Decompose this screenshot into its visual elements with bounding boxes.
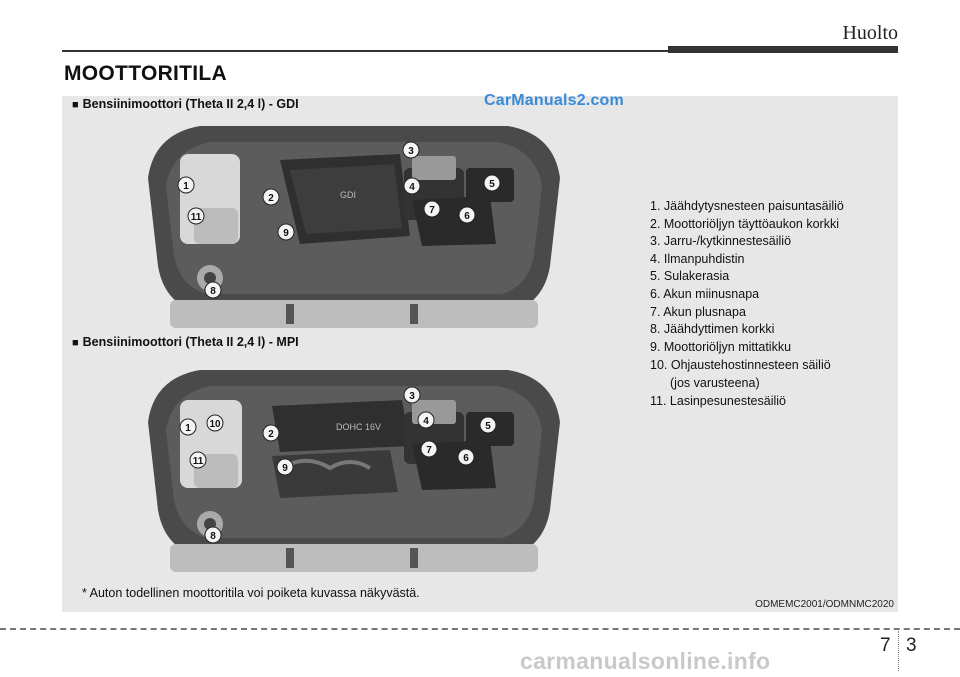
svg-text:5: 5	[485, 421, 491, 432]
watermark-link[interactable]: CarManuals2.com	[484, 92, 624, 109]
section-title: Huolto	[842, 22, 898, 44]
engine-bay-illustration-gdi	[140, 116, 568, 336]
page-heading: MOOTTORITILA	[64, 62, 228, 85]
footer-rule	[0, 628, 960, 630]
callout-6	[459, 207, 475, 223]
svg-text:7: 7	[426, 445, 432, 456]
callout-2	[263, 189, 279, 205]
chapter-number: 7	[880, 635, 891, 656]
callout-10	[207, 415, 223, 431]
caption-marker: ■	[72, 337, 79, 349]
callout-11	[190, 452, 206, 468]
svg-text:10: 10	[209, 419, 221, 430]
legend-item: 5. Sulakerasia	[650, 269, 730, 284]
svg-text:8: 8	[210, 286, 216, 297]
legend-item	[650, 357, 844, 392]
header-rule-thick	[668, 46, 898, 53]
callout-3	[403, 142, 419, 158]
legend-item: 1. Jäähdytysnesteen paisuntasäiliö	[650, 199, 844, 213]
callout-11	[188, 208, 204, 224]
legend-item: 8. Jäähdyttimen korkki	[650, 322, 775, 337]
callout-7	[421, 441, 437, 457]
caption-mpi	[72, 335, 299, 349]
legend-item: 11. Lasinpesunestesäiliö	[650, 393, 786, 408]
callout-1	[178, 177, 194, 193]
svg-text:1: 1	[183, 181, 189, 192]
callout-7	[424, 201, 440, 217]
engine-label-mpi: DOHC 16V	[336, 422, 382, 432]
legend-list	[650, 198, 844, 410]
callout-8	[205, 527, 221, 543]
callout-4	[418, 412, 434, 428]
svg-text:11: 11	[192, 456, 204, 467]
svg-text:3: 3	[409, 391, 415, 402]
legend-item: 7. Akun plusnapa	[650, 304, 746, 319]
callout-4	[404, 178, 420, 194]
callout-5	[484, 175, 500, 191]
callout-3	[404, 387, 420, 403]
svg-text:1: 1	[185, 423, 191, 434]
image-codes: ODMEMC2001/ODMNMC2020	[755, 599, 894, 610]
legend-item: 9. Moottoriöljyn mittatikku	[650, 339, 792, 354]
caption-marker: ■	[72, 99, 79, 111]
svg-text:11: 11	[190, 212, 202, 223]
svg-text:6: 6	[463, 453, 469, 464]
svg-text:4: 4	[409, 182, 415, 193]
callout-8	[205, 282, 221, 298]
page-number: 3	[906, 635, 917, 656]
svg-text:5: 5	[489, 179, 495, 190]
svg-text:3: 3	[408, 146, 414, 157]
page-divider	[898, 631, 899, 671]
legend-item: 2. Moottoriöljyn täyttöaukon korkki	[650, 216, 839, 231]
callout-6	[458, 449, 474, 465]
svg-text:2: 2	[268, 193, 274, 204]
callout-9	[278, 224, 294, 240]
caption-text: Bensiinimoottori (Theta II 2,4 l) - GDI	[82, 97, 299, 111]
header-rule	[62, 50, 668, 52]
svg-text:6: 6	[464, 211, 470, 222]
svg-text:7: 7	[429, 205, 435, 216]
footer-watermark: carmanualsonline.info	[520, 648, 771, 674]
legend-item: 6. Akun miinusnapa	[650, 286, 760, 301]
svg-text:9: 9	[282, 463, 288, 474]
callout-5	[480, 417, 496, 433]
svg-text:8: 8	[210, 531, 216, 542]
legend-item: 4. Ilmanpuhdistin	[650, 251, 745, 266]
legend-item-text: 10. Ohjaustehostinnesteen säiliö	[650, 358, 831, 373]
svg-text:9: 9	[283, 228, 289, 239]
engine-bay-illustration-mpi	[140, 360, 568, 580]
footnote: * Auton todellinen moottoritila voi poiketa kuvassa näkyvästä.	[82, 586, 420, 600]
caption-text: Bensiinimoottori (Theta II 2,4 l) - MPI	[82, 335, 299, 349]
svg-text:2: 2	[268, 429, 274, 440]
callout-1	[180, 419, 196, 435]
caption-gdi	[72, 97, 299, 111]
legend-item-subtext: (jos varusteena)	[670, 375, 760, 390]
svg-text:4: 4	[423, 416, 429, 427]
engine-label-gdi: GDI	[340, 190, 357, 200]
callout-9	[277, 459, 293, 475]
callout-2	[263, 425, 279, 441]
legend-item: 3. Jarru-/kytkinnestesäiliö	[650, 234, 792, 249]
